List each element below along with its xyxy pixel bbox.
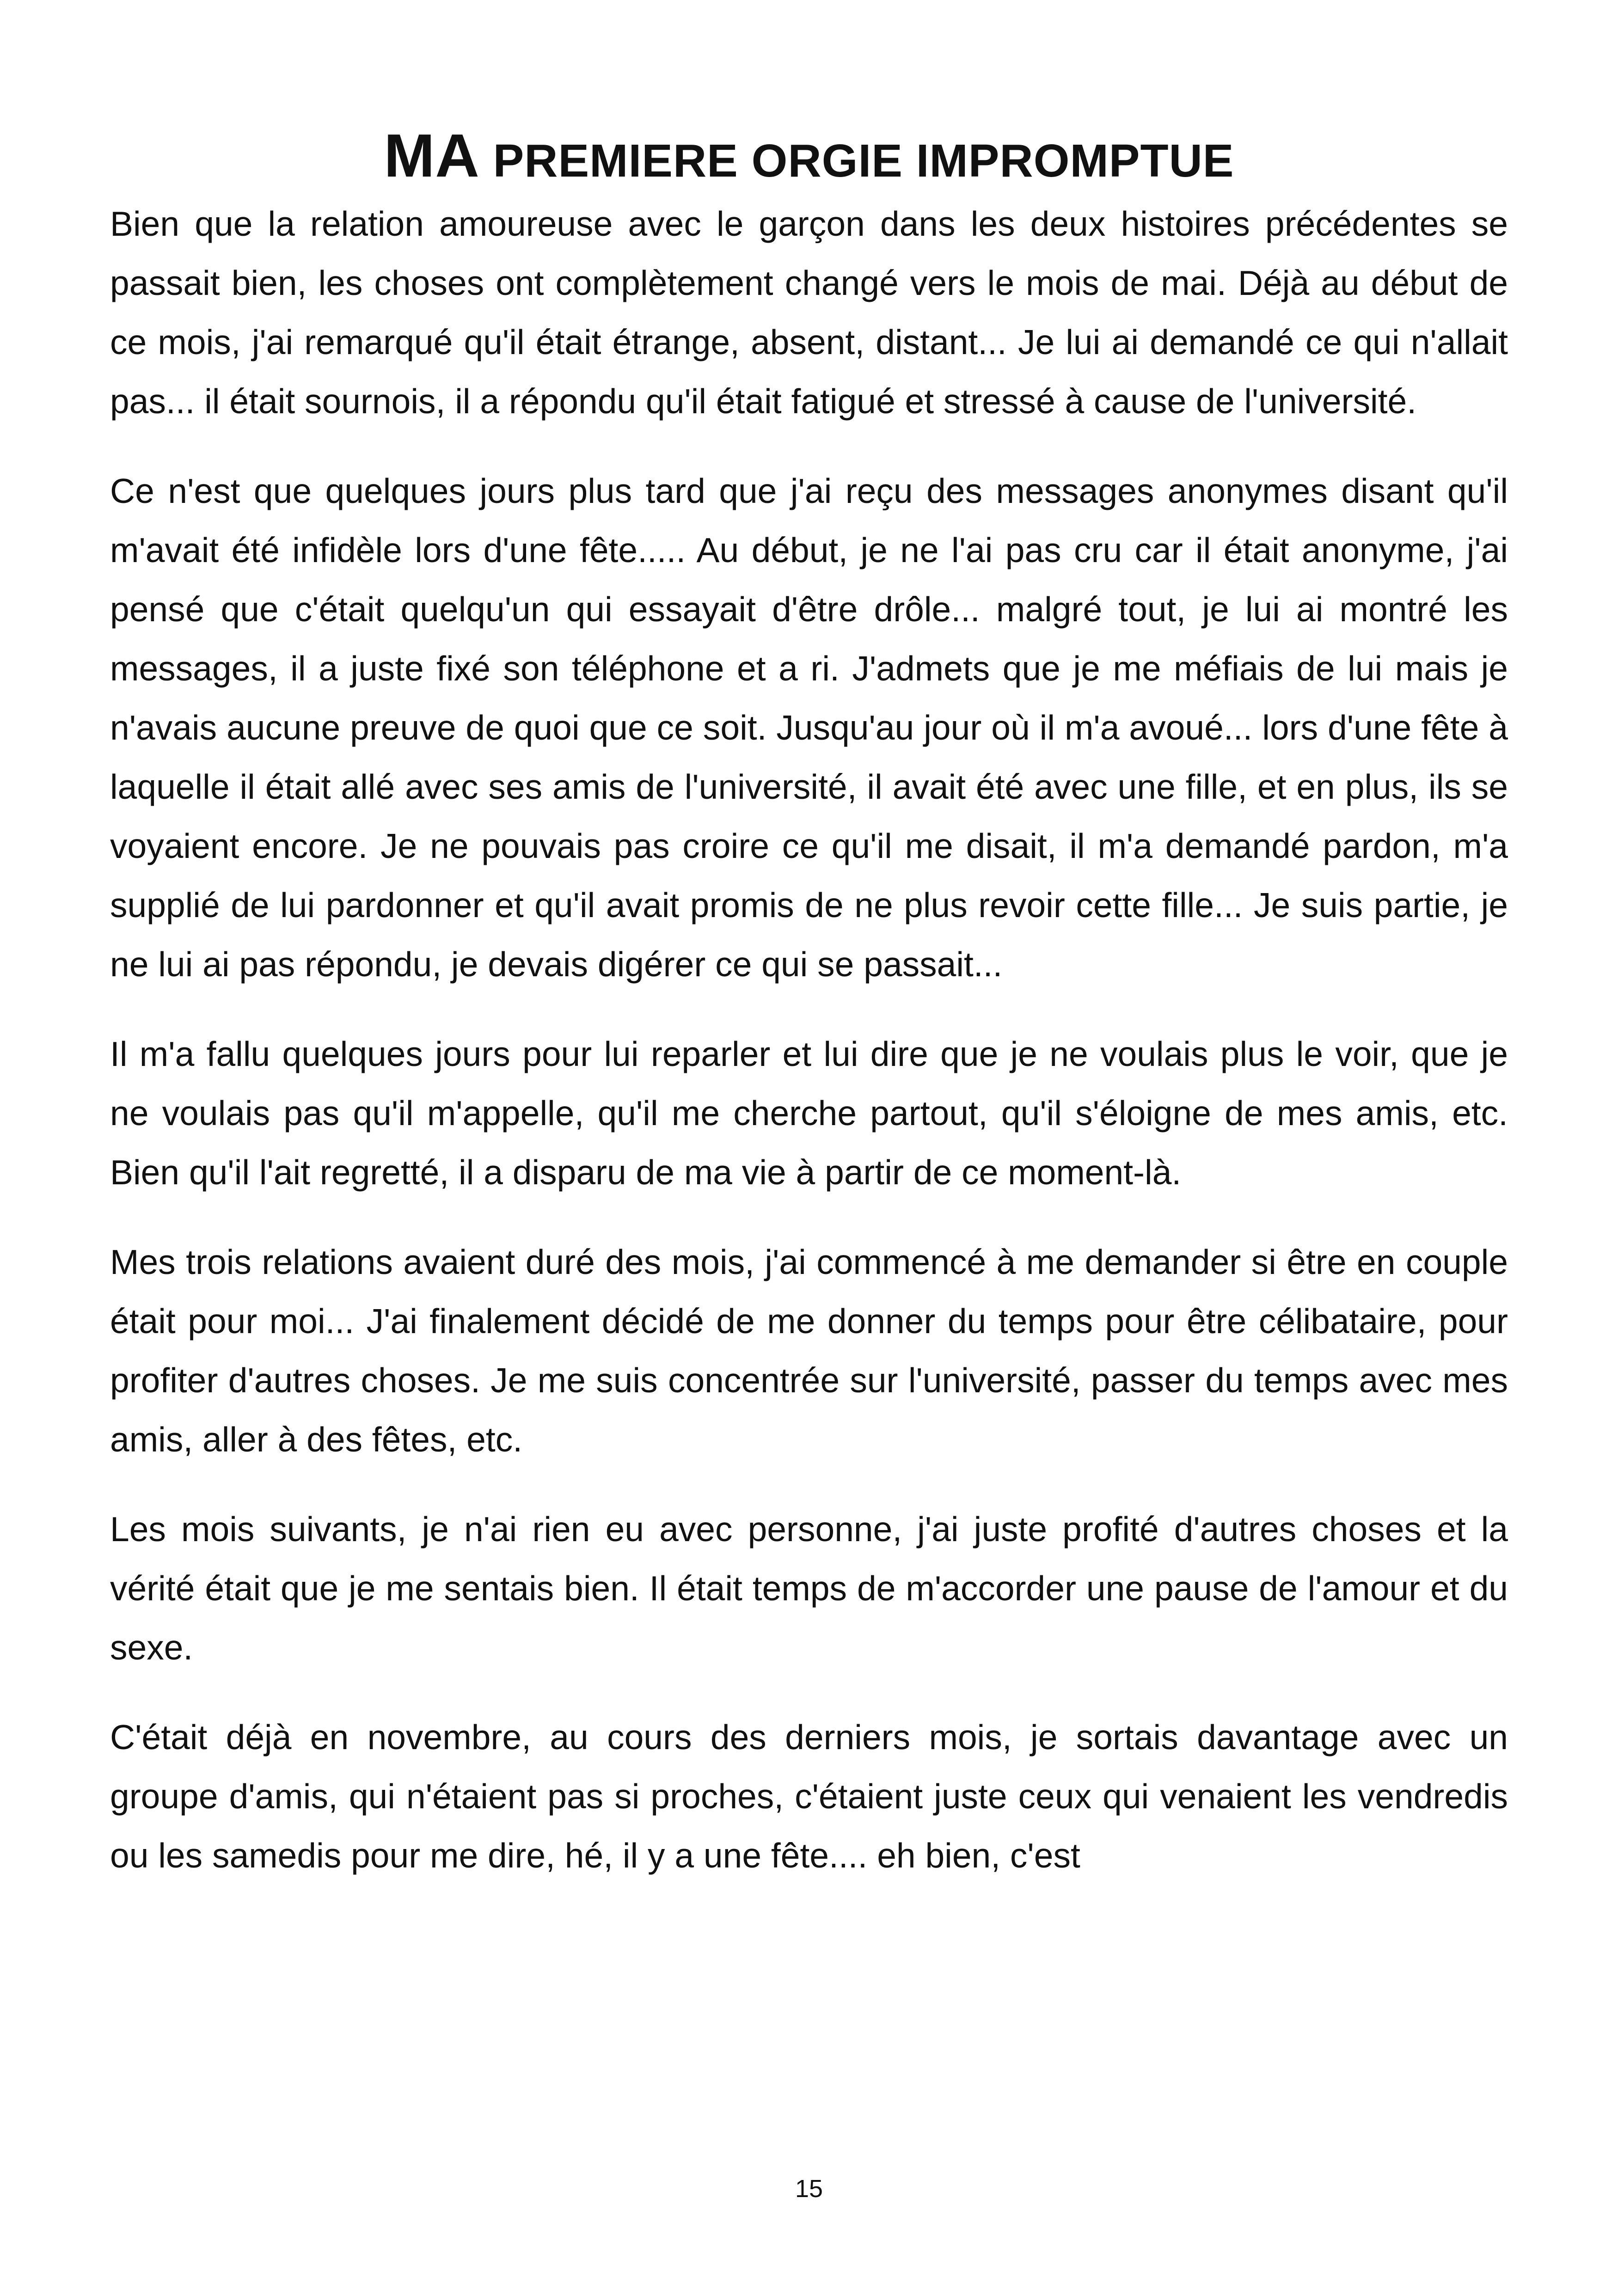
chapter-title-initial: MA (384, 122, 480, 190)
page-number: 15 (795, 2175, 823, 2203)
body-text (110, 194, 1508, 1916)
paragraph-6: C'était déjà en novembre, au cours des derniers mois, je sortais davantage avec un groupe d'amis, qui n'étaient pas si proches, c'étaient juste ceux qui venaient les vendredis ou les samedis pour me dire, hé, il y a une fête.... eh bien, c'est (110, 1718, 1508, 1875)
chapter-title (111, 121, 1507, 196)
paragraph-2: Ce n'est que quelques jours plus tard que j'ai reçu des messages anonymes disant qu'il m'avait été infidèle lors d'une fête..... Au début, je ne l'ai pas cru car il était anonyme, j'ai pensé que c'était quelqu'un qui essayait d'être drôle... malgré tout, je lui ai montré les messages, il a juste fixé son téléphone et a ri. J'admets que je me méfiais de lui mais je n'avais aucune preuve de quoi que ce soit. Jusqu'au jour où il m'a avoué... lors d'une fête à laquelle il était allé avec ses amis de l'université, il avait été avec une fille, et en plus, ils se voyaient encore. Je ne pouvais pas croire ce qu'il me disait, il m'a demandé pardon, m'a supplié de lui pardonner et qu'il avait promis de ne plus revoir cette fille... Je suis partie, je ne lui ai pas répondu, je devais digérer ce qui se passait... (110, 471, 1508, 984)
paragraph-4: Mes trois relations avaient duré des mois, j'ai commencé à me demander si être en couple était pour moi... J'ai finalement décidé de me donner du temps pour être célibataire, pour profiter d'autres choses. Je me suis concentrée sur l'université, passer du temps avec mes amis, aller à des fêtes, etc. (110, 1243, 1508, 1459)
paragraph-1: Bien que la relation amoureuse avec le garçon dans les deux histoires précédentes se passait bien, les choses ont complètement changé vers le mois de mai. Déjà au début de ce mois, j'ai remarqué qu'il était étrange, absent, distant... Je lui ai demandé ce qui n'allait pas... il était sournois, il a répondu qu'il était fatigué et stressé à cause de l'université. (110, 204, 1508, 421)
paragraph-5: Les mois suivants, je n'ai rien eu avec personne, j'ai juste profité d'autres choses et la vérité était que je me sentais bien. Il était temps de m'accorder une pause de l'amour et du sexe. (110, 1510, 1508, 1667)
chapter-title-rest: PREMIERE ORGIE IMPROMPTUE (479, 135, 1234, 187)
paragraph-3: Il m'a fallu quelques jours pour lui reparler et lui dire que je ne voulais plus le voir, que je ne voulais pas qu'il m'appelle, qu'il me cherche partout, qu'il s'éloigne de mes amis, etc. Bien qu'il l'ait regretté, il a disparu de ma vie à partir de ce moment-là. (110, 1035, 1508, 1192)
